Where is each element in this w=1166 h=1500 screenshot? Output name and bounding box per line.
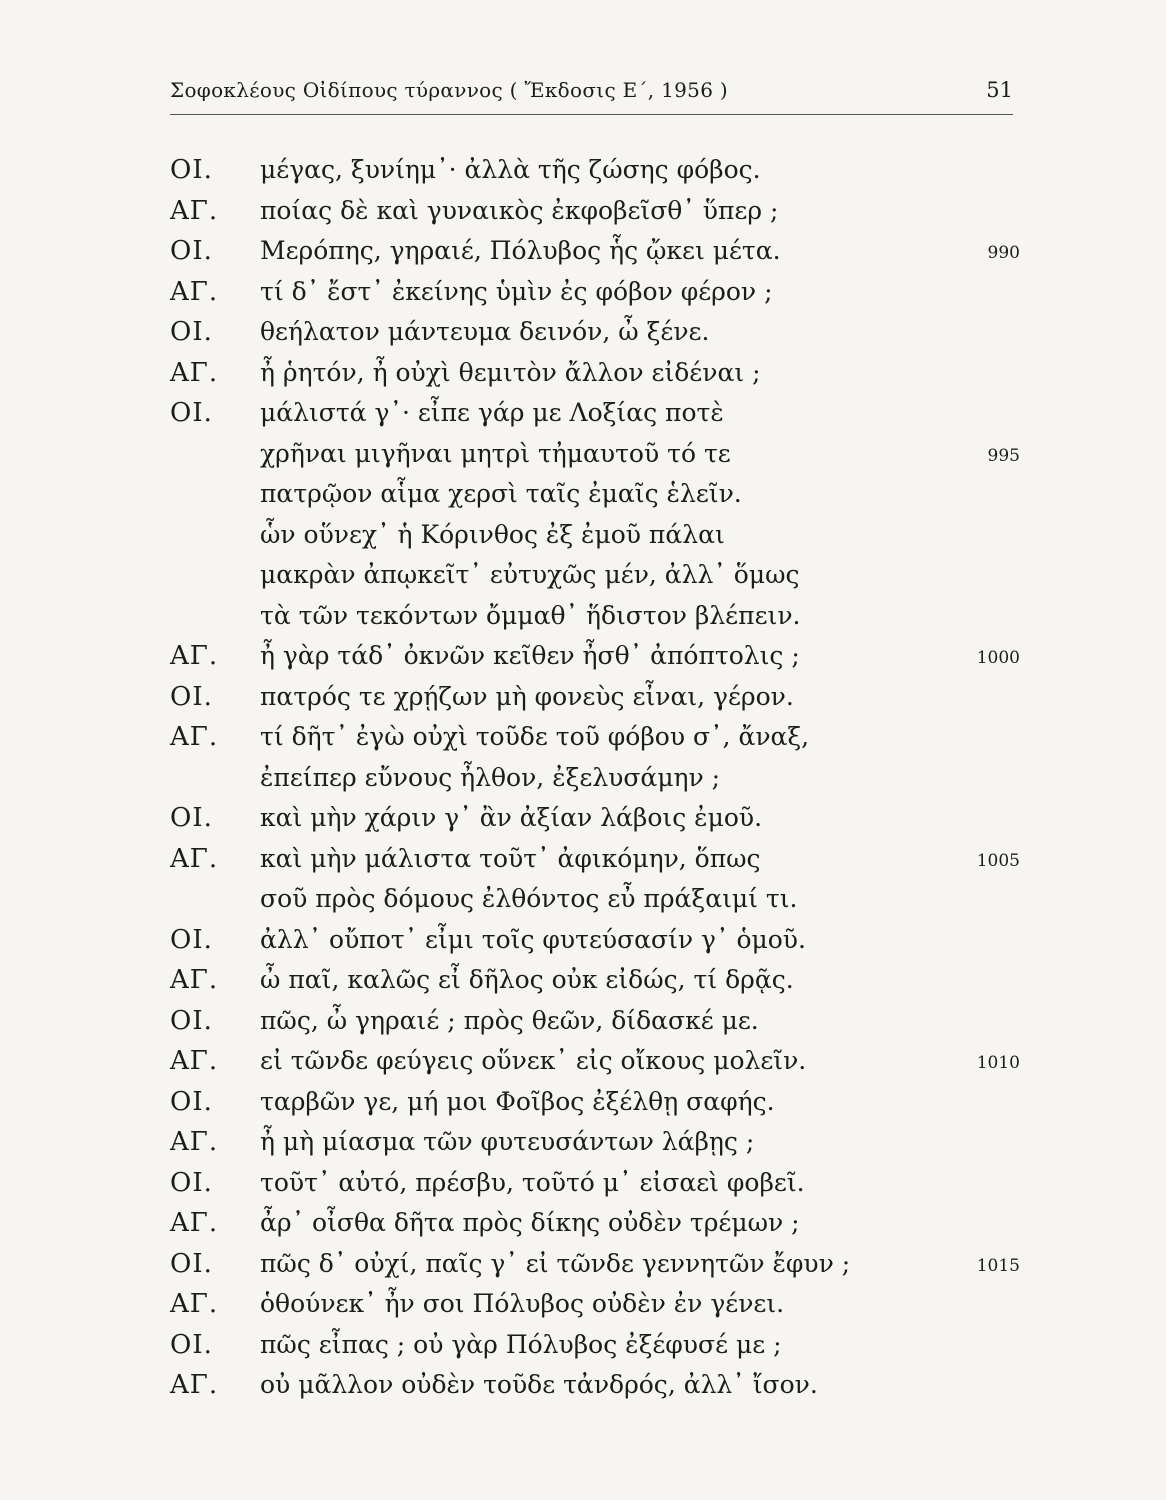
speaker-label: ΟΙ. — [170, 924, 213, 955]
verse-line — [170, 879, 1020, 920]
speaker-label: ΟΙ. — [170, 1167, 213, 1198]
speaker-label: ΟΙ. — [170, 1329, 213, 1360]
verse-line — [170, 717, 1020, 758]
line-number: 995 — [987, 445, 1020, 466]
verse-line — [170, 1082, 1020, 1123]
verse-text-line: τοῦτ᾽ αὐτό, πρέσβυ, τοῦτό μ᾽ εἰσαεὶ φοβεῖ. — [260, 1167, 805, 1197]
verse-text-line: μέγας, ξυνίημ᾽· ἀλλὰ τῆς ζώσης φόβος. — [260, 155, 761, 184]
verse-text-line: πατρός τε χρῄζων μὴ φονεὺς εἶναι, γέρον. — [260, 681, 794, 711]
verse-line — [170, 434, 1020, 475]
verse-text-line: πῶς δ᾽ οὐχί, παῖς γ᾽ εἰ τῶνδε γεννητῶν ἔφυν ; — [260, 1248, 851, 1278]
speaker-label: ΟΙ. — [170, 155, 213, 185]
speaker-label: ΑΓ. — [170, 843, 219, 874]
line-number: 1000 — [976, 648, 1020, 668]
verse-line — [170, 1122, 1020, 1163]
speaker-label: ΑΓ. — [170, 641, 219, 671]
verse-line — [170, 150, 1020, 191]
verse-line — [170, 1041, 1020, 1082]
running-title: Σοφοκλέους Οἰδίπους τύραννος ( Ἔκδοσις Ε΄, 1956 ) — [170, 78, 728, 102]
verse-text-line: καὶ μὴν χάριν γ᾽ ἂν ἀξίαν λάβοις ἐμοῦ. — [260, 803, 763, 832]
verse-line — [170, 272, 1020, 313]
verse-line — [170, 920, 1020, 961]
verse-line — [170, 1244, 1020, 1285]
line-number: 1015 — [976, 1255, 1020, 1276]
speaker-label: ΟΙ. — [170, 317, 213, 347]
verse-line — [170, 1325, 1020, 1366]
verse-text-line: ἦ ῥητόν, ἦ οὐχὶ θεμιτὸν ἄλλον εἰδέναι ; — [260, 357, 761, 387]
speaker-label: ΟΙ. — [170, 681, 213, 712]
speaker-label: ΑΓ. — [170, 1289, 219, 1319]
verse-line — [170, 798, 1020, 839]
line-number: 990 — [987, 243, 1020, 263]
verse-line — [170, 231, 1020, 272]
verse-line — [170, 758, 1020, 799]
speaker-label: ΟΙ. — [170, 398, 213, 428]
verse-text-line: ποίας δὲ καὶ γυναικὸς ἐκφοβεῖσθ᾽ ὕπερ ; — [260, 195, 779, 225]
verse-text-line: ἦ γὰρ τάδ᾽ ὀκνῶν κεῖθεν ἦσθ᾽ ἀπόπτολις ; — [260, 641, 800, 670]
speaker-label: ΑΓ. — [170, 357, 219, 388]
speaker-label: ΟΙ. — [170, 1086, 213, 1117]
verse-line — [170, 312, 1020, 353]
verse-text-line: Μερόπης, γηραιέ, Πόλυβος ἧς ᾤκει μέτα. — [260, 236, 781, 265]
verse-text-line: ἀλλ᾽ οὔποτ᾽ εἶμι τοῖς φυτεύσασίν γ᾽ ὁμοῦ. — [260, 924, 806, 954]
verse-text-line: ἦ μὴ μίασμα τῶν φυτευσάντων λάβῃς ; — [260, 1127, 755, 1156]
verse-text-line: πῶς εἶπας ; οὐ γὰρ Πόλυβος ἐξέφυσέ με ; — [260, 1329, 782, 1359]
verse-text-line: ταρβῶν γε, μή μοι Φοῖβος ἐξέλθῃ σαφής. — [260, 1086, 775, 1116]
verse-text-line: τὰ τῶν τεκόντων ὄμμαθ᾽ ἥδιστον βλέπειν. — [260, 600, 801, 630]
line-number: 1005 — [976, 850, 1020, 871]
page-header — [170, 74, 1013, 115]
verse-text-line: μακρὰν ἀπῳκεῖτ᾽ εὐτυχῶς μέν, ἀλλ᾽ ὅμως — [260, 560, 800, 589]
verse-text-line: μάλιστά γ᾽· εἶπε γάρ με Λοξίας ποτὲ — [260, 398, 724, 427]
speaker-label: ΟΙ. — [170, 1005, 213, 1036]
verse-text-line: ἐπείπερ εὔνους ἦλθον, ἐξελυσάμην ; — [260, 762, 721, 792]
verse-line — [170, 1284, 1020, 1325]
verse-line — [170, 960, 1020, 1001]
speaker-label: ΑΓ. — [170, 1370, 219, 1400]
verse-text-line: καὶ μὴν μάλιστα τοῦτ᾽ ἀφικόμην, ὅπως — [260, 843, 761, 873]
verse-line — [170, 515, 1020, 556]
verse-line — [170, 474, 1020, 515]
speaker-label: ΑΓ. — [170, 722, 219, 752]
verse-text-line: πῶς, ὦ γηραιέ ; πρὸς θεῶν, δίδασκέ με. — [260, 1005, 759, 1035]
verse-line — [170, 596, 1020, 637]
speaker-label: ΑΓ. — [170, 1046, 219, 1076]
page-number: 51 — [986, 78, 1013, 102]
verse-text-line: οὐ μᾶλλον οὐδὲν τοῦδε τἀνδρός, ἀλλ᾽ ἴσον. — [260, 1370, 818, 1399]
verse-line — [170, 677, 1020, 718]
verse-text-line: ἆρ᾽ οἶσθα δῆτα πρὸς δίκης οὐδὲν τρέμων ; — [260, 1208, 800, 1237]
verse-line — [170, 393, 1020, 434]
verse-text-line: πατρῷον αἷμα χερσὶ ταῖς ἐμαῖς ἑλεῖν. — [260, 479, 742, 508]
verse-line — [170, 1163, 1020, 1204]
verse-text-line: χρῆναι μιγῆναι μητρὶ τἠμαυτοῦ τό τε — [260, 438, 731, 468]
verse-text-line: ὧν οὕνεχ᾽ ἡ Κόρινθος ἐξ ἐμοῦ πάλαι — [260, 519, 725, 549]
verse-line — [170, 555, 1020, 596]
speaker-label: ΑΓ. — [170, 195, 219, 226]
verse-text-line: εἰ τῶνδε φεύγεις οὕνεκ᾽ εἰς οἴκους μολεῖν. — [260, 1046, 807, 1075]
verse-text-line: ὁθούνεκ᾽ ἦν σοι Πόλυβος οὐδὲν ἐν γένει. — [260, 1289, 785, 1318]
speaker-label: ΑΓ. — [170, 1208, 219, 1238]
speaker-label: ΟΙ. — [170, 803, 213, 833]
speaker-label: ΑΓ. — [170, 965, 219, 995]
verse-text — [170, 150, 1020, 1406]
verse-line — [170, 839, 1020, 880]
speaker-label: ΑΓ. — [170, 276, 219, 307]
verse-text-line: θεήλατον μάντευμα δεινόν, ὦ ξένε. — [260, 317, 710, 346]
verse-text-line: τί δῆτ᾽ ἐγὼ οὐχὶ τοῦδε τοῦ φόβου σ᾽, ἄναξ, — [260, 722, 810, 751]
verse-line — [170, 1001, 1020, 1042]
verse-line — [170, 1365, 1020, 1406]
verse-text-line: ὦ παῖ, καλῶς εἶ δῆλος οὐκ εἰδώς, τί δρᾷς. — [260, 965, 794, 994]
verse-line — [170, 191, 1020, 232]
verse-text-line: τί δ᾽ ἔστ᾽ ἐκείνης ὑμὶν ἐς φόβον φέρον ; — [260, 276, 773, 306]
speaker-label: ΑΓ. — [170, 1127, 219, 1157]
verse-text-line: σοῦ πρὸς δόμους ἐλθόντος εὖ πράξαιμί τι. — [260, 884, 798, 913]
verse-line — [170, 636, 1020, 677]
verse-line — [170, 1203, 1020, 1244]
line-number: 1010 — [976, 1053, 1020, 1073]
speaker-label: ΟΙ. — [170, 236, 213, 266]
verse-line — [170, 353, 1020, 394]
speaker-label: ΟΙ. — [170, 1248, 213, 1279]
